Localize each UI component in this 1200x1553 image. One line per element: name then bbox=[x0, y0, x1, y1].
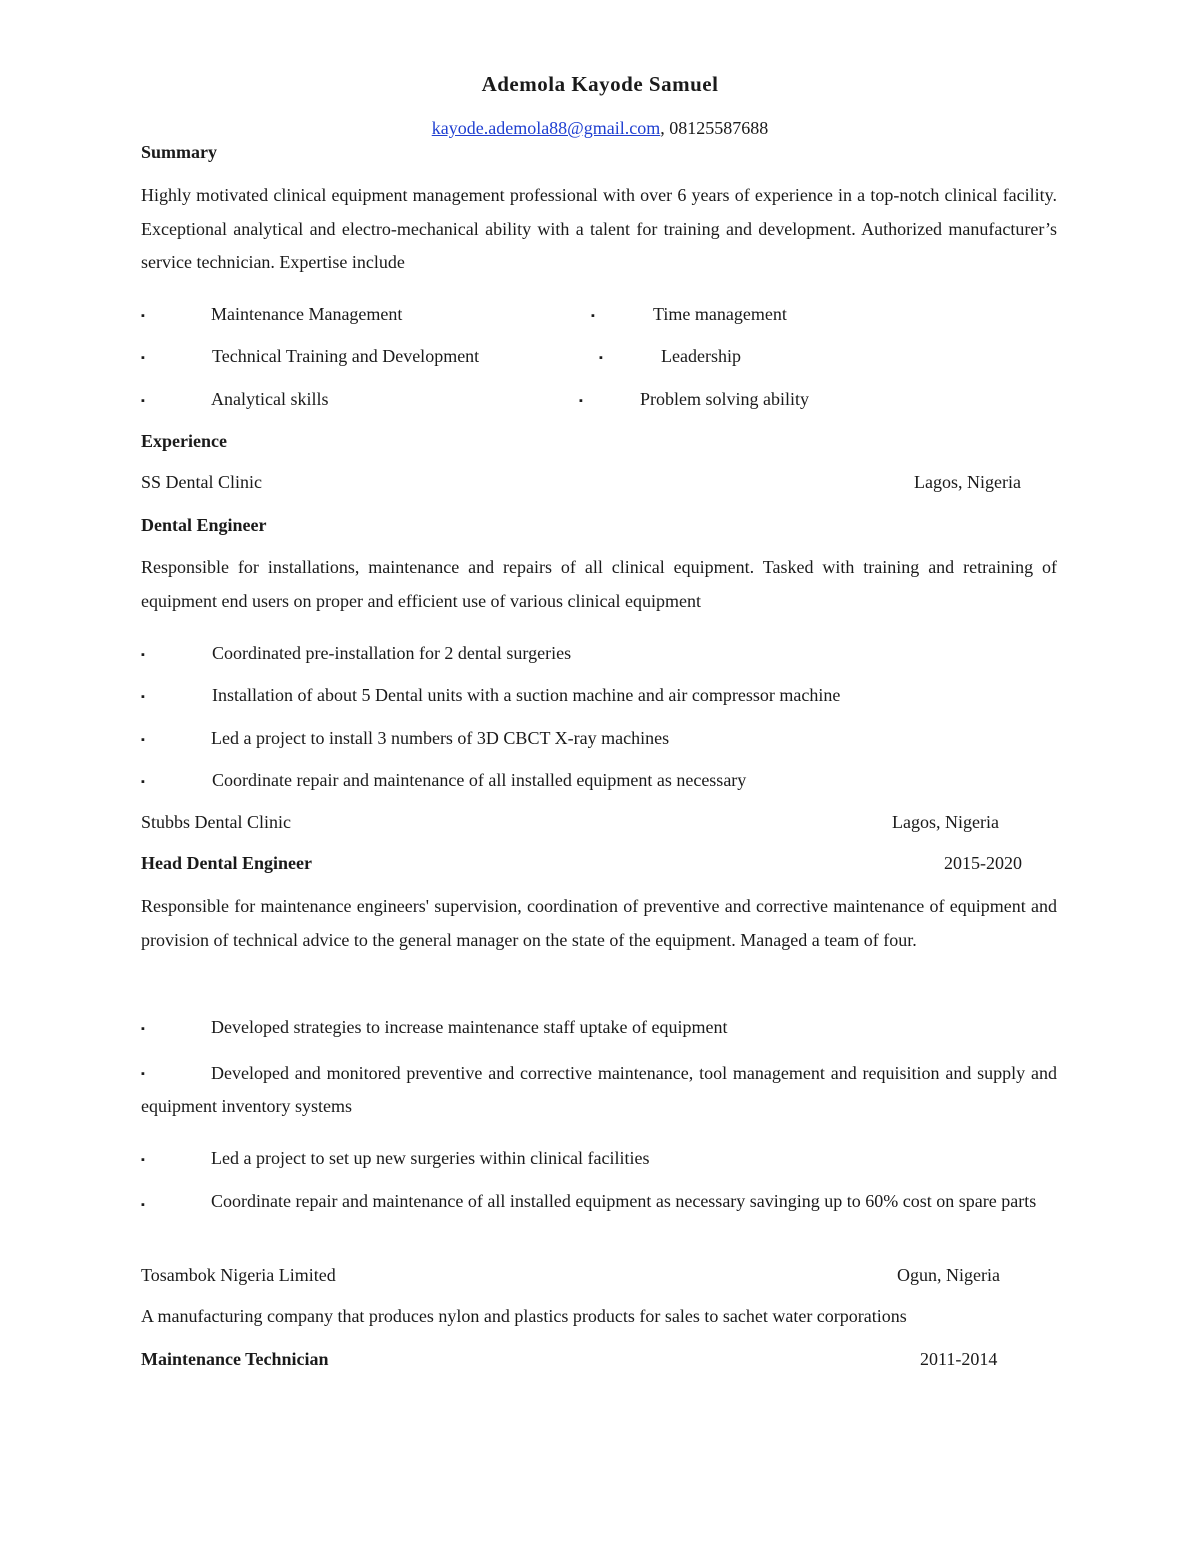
contact-line bbox=[0, 118, 1200, 139]
bullet-icon: ▪ bbox=[599, 352, 603, 364]
experience-heading: Experience bbox=[141, 431, 227, 451]
job-bullet: Coordinated pre-installation for 2 dental surgeries bbox=[212, 643, 572, 663]
job-description: Responsible for installations, maintenance and repairs of all clinical equipment. Tasked with training and retraining of equipment end users on proper and efficient use of various clinical equipment bbox=[141, 557, 1057, 611]
job-bullet: Developed and monitored preventive and corrective maintenance, tool management and requisition and supply and equipment inventory systems bbox=[141, 1063, 1057, 1116]
job-bullet: Developed strategies to increase maintenance staff uptake of equipment bbox=[211, 1017, 728, 1037]
skill-item: Problem solving ability bbox=[640, 389, 809, 409]
email-link[interactable]: kayode.ademola88@gmail.com bbox=[431, 118, 661, 138]
job-dates: 2011-2014 bbox=[920, 1349, 998, 1369]
bullet-icon: ▪ bbox=[579, 395, 583, 407]
summary-text: Highly motivated clinical equipment management professional with over 6 years of experience in a top-notch clinical facility. Exceptional analytical and electro-mechanical ability with a talent for training and development. Authorized manufacturer’s service technician. Expertise include bbox=[141, 185, 1057, 272]
bullet-icon: ▪ bbox=[141, 310, 145, 322]
job-description: Responsible for maintenance engineers' supervision, coordination of preventive and corrective maintenance of equipment and provision of technical advice to the general manager on the state of the equipment. Managed a team of four. bbox=[141, 896, 1057, 950]
job-description: A manufacturing company that produces nylon and plastics products for sales to sachet water corporations bbox=[141, 1306, 907, 1326]
skill-item: Time management bbox=[653, 304, 787, 324]
job-dates: 2015-2020 bbox=[944, 853, 1022, 873]
summary-heading: Summary bbox=[141, 142, 217, 162]
job-bullet: Coordinate repair and maintenance of all installed equipment as necessary savinging up to 60% cost on spare parts bbox=[211, 1191, 1037, 1211]
bullet-icon: ▪ bbox=[141, 649, 145, 661]
candidate-name: Ademola Kayode Samuel bbox=[481, 72, 719, 96]
skill-item: Leadership bbox=[661, 346, 741, 366]
job-location: Lagos, Nigeria bbox=[892, 812, 999, 832]
bullet-icon: ▪ bbox=[141, 776, 145, 788]
bullet-icon: ▪ bbox=[141, 352, 145, 364]
job-bullet: Installation of about 5 Dental units with a suction machine and air compressor machine bbox=[212, 685, 841, 705]
job-location: Lagos, Nigeria bbox=[914, 472, 1021, 492]
bullet-icon: ▪ bbox=[141, 1154, 145, 1166]
job-bullet: Led a project to set up new surgeries within clinical facilities bbox=[211, 1148, 650, 1168]
job-bullet: Led a project to install 3 numbers of 3D CBCT X-ray machines bbox=[211, 728, 670, 748]
job-company: Stubbs Dental Clinic bbox=[141, 812, 291, 832]
bullet-icon: ▪ bbox=[141, 691, 145, 703]
contact-separator: , bbox=[660, 118, 670, 138]
job-company: SS Dental Clinic bbox=[141, 472, 262, 492]
bullet-icon: ▪ bbox=[591, 310, 595, 322]
job-title: Head Dental Engineer bbox=[141, 853, 312, 873]
job-bullet: Coordinate repair and maintenance of all installed equipment as necessary bbox=[212, 770, 747, 790]
skill-item: Maintenance Management bbox=[211, 304, 403, 324]
job-company: Tosambok Nigeria Limited bbox=[141, 1265, 336, 1285]
job-title: Dental Engineer bbox=[141, 515, 267, 535]
bullet-icon: ▪ bbox=[141, 1199, 145, 1211]
job-title: Maintenance Technician bbox=[141, 1349, 329, 1369]
skill-item: Analytical skills bbox=[211, 389, 329, 409]
bullet-icon: ▪ bbox=[141, 395, 145, 407]
skill-item: Technical Training and Development bbox=[212, 346, 480, 366]
bullet-icon: ▪ bbox=[141, 1068, 145, 1080]
bullet-icon: ▪ bbox=[141, 1023, 145, 1035]
phone-number: 08125587688 bbox=[669, 118, 769, 138]
bullet-icon: ▪ bbox=[141, 734, 145, 746]
job-location: Ogun, Nigeria bbox=[897, 1265, 1000, 1285]
